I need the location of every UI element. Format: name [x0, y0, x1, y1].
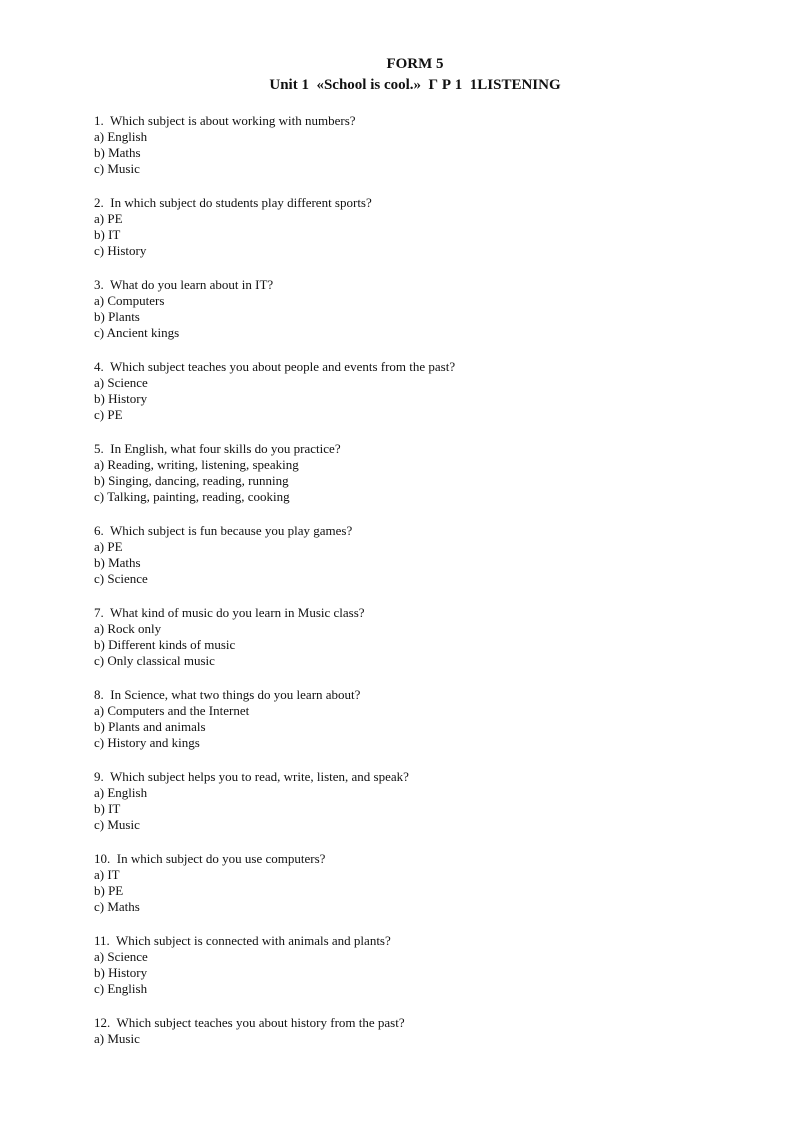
- question-text: 7. What kind of music do you learn in Music class?: [94, 605, 365, 620]
- question-12: [94, 1015, 754, 1047]
- question-text: 11. Which subject is connected with animals and plants?: [94, 933, 391, 948]
- option-c: c) Only classical music: [94, 653, 215, 668]
- question-text: 10. In which subject do you use computers?: [94, 851, 326, 866]
- option-b: b) Maths: [94, 555, 141, 570]
- form-title: FORM 5: [386, 56, 444, 72]
- option-c: c) Science: [94, 571, 148, 586]
- option-a: a) IT: [94, 867, 120, 882]
- option-b: b) Different kinds of music: [94, 637, 236, 652]
- option-a: a) English: [94, 785, 148, 800]
- question-text: 1. Which subject is about working with numbers?: [94, 113, 356, 128]
- option-b: b) Singing, dancing, reading, running: [94, 473, 289, 488]
- question-2: [94, 195, 754, 259]
- question-4: [94, 359, 754, 423]
- document-header: [0, 54, 794, 96]
- question-3: [94, 277, 754, 341]
- question-5: [94, 441, 754, 505]
- option-c: c) English: [94, 981, 148, 996]
- question-7: [94, 605, 754, 669]
- option-c: c) Music: [94, 161, 140, 176]
- option-c: c) Ancient kings: [94, 325, 180, 340]
- question-text: 9. Which subject helps you to read, write, listen, and speak?: [94, 769, 409, 784]
- question-text: 4. Which subject teaches you about people and events from the past?: [94, 359, 456, 374]
- question-10: [94, 851, 754, 915]
- option-a: a) PE: [94, 211, 123, 226]
- option-a: a) Rock only: [94, 621, 162, 636]
- option-c: c) Talking, painting, reading, cooking: [94, 489, 290, 504]
- option-a: a) PE: [94, 539, 123, 554]
- option-a: a) Computers and the Internet: [94, 703, 250, 718]
- option-b: b) IT: [94, 227, 121, 242]
- option-a: a) Reading, writing, listening, speaking: [94, 457, 299, 472]
- question-1: [94, 113, 754, 177]
- question-text: 3. What do you learn about in IT?: [94, 277, 274, 292]
- option-c: c) PE: [94, 407, 123, 422]
- option-c: c) History: [94, 243, 147, 258]
- option-b: b) History: [94, 965, 148, 980]
- option-b: b) Plants and animals: [94, 719, 206, 734]
- option-b: b) Maths: [94, 145, 141, 160]
- option-b: b) IT: [94, 801, 121, 816]
- question-list: [94, 113, 754, 1065]
- option-c: c) History and kings: [94, 735, 200, 750]
- option-a: a) Science: [94, 375, 148, 390]
- option-b: b) Plants: [94, 309, 140, 324]
- option-a: a) Music: [94, 1031, 140, 1046]
- option-a: a) Computers: [94, 293, 165, 308]
- unit-title: Unit 1 «School is cool.» Г Р 1 1LISTENING: [269, 77, 561, 93]
- question-text: 5. In English, what four skills do you practice?: [94, 441, 341, 456]
- option-c: c) Maths: [94, 899, 140, 914]
- question-6: [94, 523, 754, 587]
- option-a: a) Science: [94, 949, 148, 964]
- option-c: c) Music: [94, 817, 140, 832]
- question-text: 12. Which subject teaches you about history from the past?: [94, 1015, 405, 1030]
- question-text: 8. In Science, what two things do you learn about?: [94, 687, 361, 702]
- question-8: [94, 687, 754, 751]
- question-text: 2. In which subject do students play different sports?: [94, 195, 372, 210]
- option-b: b) PE: [94, 883, 124, 898]
- option-b: b) History: [94, 391, 148, 406]
- question-9: [94, 769, 754, 833]
- question-text: 6. Which subject is fun because you play games?: [94, 523, 353, 538]
- question-11: [94, 933, 754, 997]
- option-a: a) English: [94, 129, 148, 144]
